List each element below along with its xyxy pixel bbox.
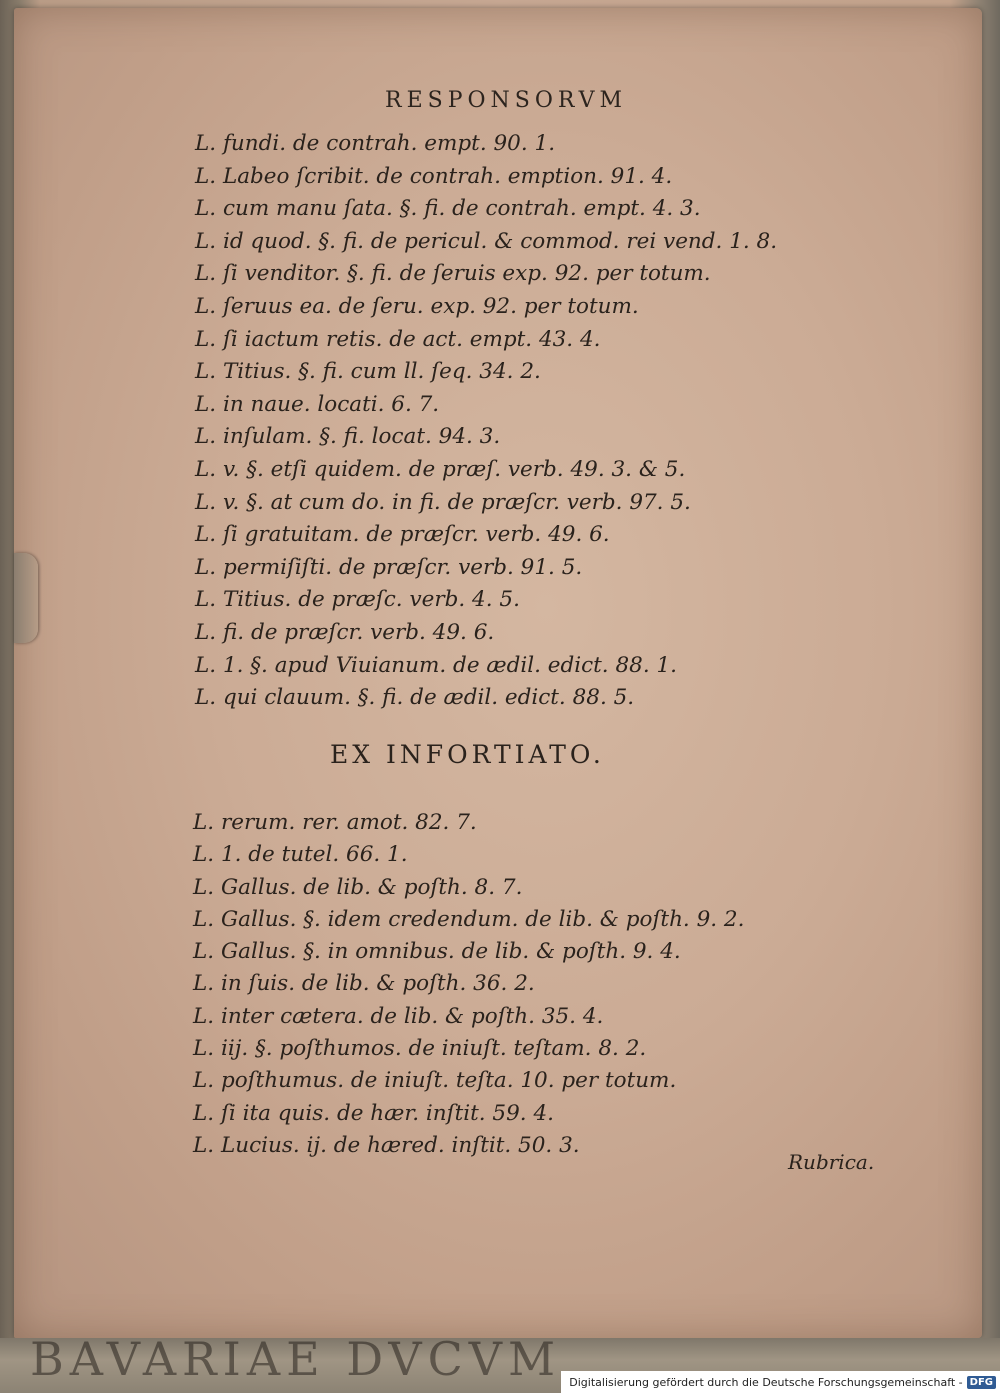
citation-entry: L. rerum. rer. amot. 82. 7. [193, 810, 477, 835]
citation-entry: L. inſulam. §. fi. locat. 94. 3. [195, 424, 501, 450]
citation-entry: L. in ſuis. de lib. & poſth. 36. 2. [193, 971, 535, 997]
running-title: RESPONSORVM [385, 88, 628, 113]
citation-entry: L. Gallus. de lib. & poſth. 8. 7. [193, 874, 523, 900]
citation-entry: L. ſi venditor. §. fi. de ſeruis exp. 92. per totum. [195, 261, 711, 287]
digitization-credit-bar [561, 1371, 1000, 1393]
citation-entry: L. poſthumus. de iniuſt. teſta. 10. per totum. [193, 1068, 677, 1094]
citation-entry: L. iij. §. poſthumos. de iniuſt. teſtam. 8. 2. [193, 1036, 647, 1062]
citation-entry: L. 1. de tutel. 66. 1. [193, 842, 408, 868]
citation-entry: L. qui clauum. §. fi. de ædil. edict. 88. 5. [195, 685, 635, 711]
citation-entry: L. ſi iactum retis. de act. empt. 43. 4. [195, 326, 601, 352]
credit-text: Digitalisierung gefördert durch die Deutsche Forschungsgemeinschaft - [569, 1375, 963, 1389]
citation-entry: L. ſeruus ea. de ſeru. exp. 92. per totum. [195, 293, 639, 319]
citation-entry: L. fi. de præſcr. verb. 49. 6. [195, 619, 495, 645]
citation-entry: L. permiſiſti. de præſcr. verb. 91. 5. [195, 554, 583, 580]
citation-entry: L. Titius. §. fi. cum ll. ſeq. 34. 2. [195, 359, 541, 385]
citation-entry: L. Labeo ſcribit. de contrah. emption. 91. 4. [195, 163, 673, 189]
citation-list-part1 [195, 128, 777, 715]
citation-entry: L. inter cætera. de lib. & poſth. 35. 4. [193, 1003, 604, 1029]
citation-entry: L. in naue. locati. 6. 7. [195, 391, 440, 417]
dfg-logo-icon: DFG [967, 1376, 996, 1389]
citation-entry: L. ſi gratuitam. de præſcr. verb. 49. 6. [195, 522, 610, 548]
citation-entry: L. ſi ita quis. de hær. inſtit. 59. 4. [193, 1100, 554, 1126]
citation-entry: L. 1. §. apud Viuianum. de ædil. edict. 88. 1. [195, 652, 678, 678]
citation-entry: L. Gallus. §. in omnibus. de lib. & poſth. 9. 4. [193, 939, 681, 965]
citation-entry: L. v. §. etſi quidem. de præſ. verb. 49. 3. & 5. [195, 456, 686, 482]
citation-entry: L. Titius. de præſc. verb. 4. 5. [195, 587, 520, 613]
citation-entry: L. fundi. de contrah. empt. 90. 1. [195, 131, 556, 156]
section-heading: EX INFORTIATO. [330, 740, 605, 769]
catchword: Rubrica. [788, 1150, 875, 1174]
page-tab-marker [14, 553, 38, 643]
citation-list-part2 [193, 807, 744, 1162]
citation-entry: L. v. §. at cum do. in fi. de præſcr. verb. 97. 5. [195, 489, 691, 515]
citation-entry: L. cum manu ſata. §. fi. de contrah. empt. 4. 3. [195, 196, 701, 222]
citation-entry: L. id quod. §. fi. de pericul. & commod. rei vend. 1. 8. [195, 228, 778, 254]
citation-entry: L. Lucius. ij. de hæred. inſtit. 50. 3. [193, 1132, 580, 1158]
underlying-page-text: BAVARIAE DVCVM [30, 1338, 562, 1386]
citation-entry: L. Gallus. §. idem credendum. de lib. & poſth. 9. 2. [193, 906, 745, 932]
